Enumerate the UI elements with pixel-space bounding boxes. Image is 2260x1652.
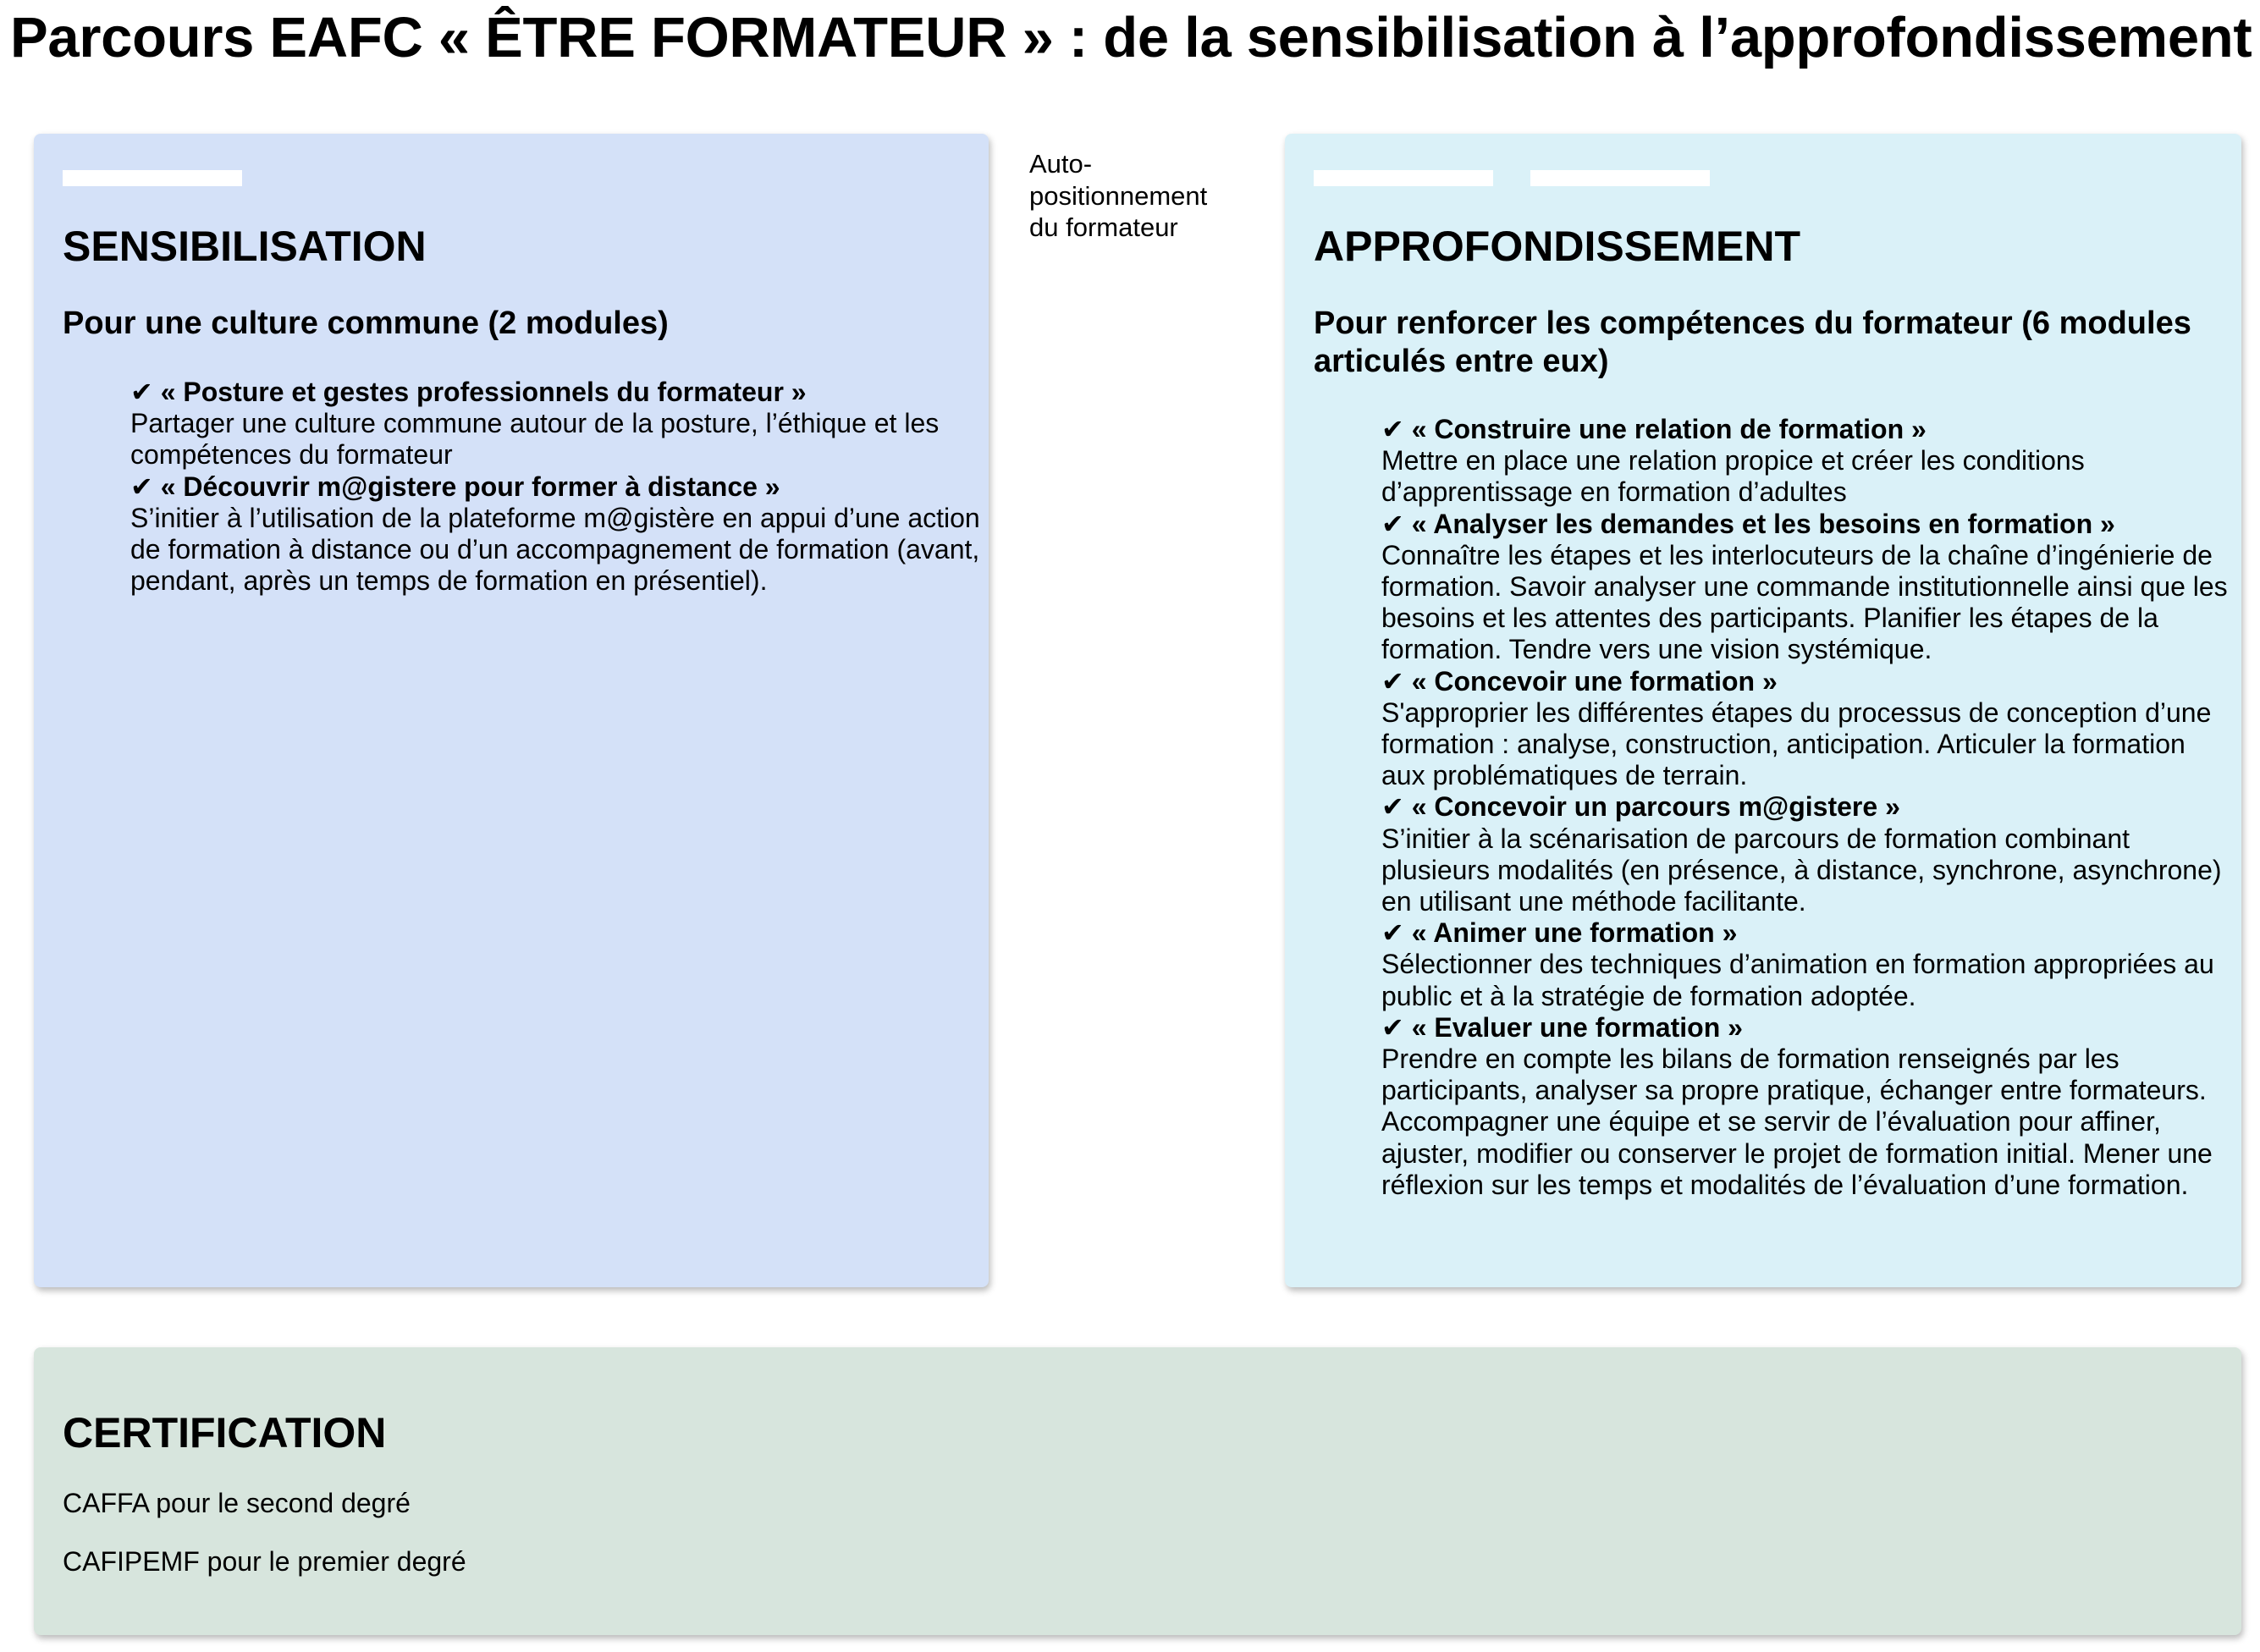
certification-card bbox=[34, 1347, 2241, 1635]
module-description: S'approprier les différentes étapes du processus de conception d’une formation : analyse, construction, anticipation. Articuler la formation aux problématiques de terrain. bbox=[1381, 697, 2212, 791]
module-description: Sélectionner des techniques d’animation en formation appropriées au public et à la stratégie de formation adoptée. bbox=[1381, 949, 2214, 1011]
side-note-text: Auto- positionnement du formateur bbox=[1029, 149, 1208, 242]
module-description: Connaître les étapes et les interlocuteurs de la chaîne d’ingénierie de formation. Savoir analyser une commande institutionnelle ainsi que les besoins et les attentes des participants. Planifier les étapes de la formation. Tendre vers une vision systémique. bbox=[1381, 539, 2228, 665]
sensibilisation-card bbox=[34, 134, 989, 1287]
module-item bbox=[1381, 1012, 2228, 1201]
sensibilisation-subheading: Pour une culture commune (2 modules) bbox=[63, 306, 669, 341]
approfondissement-heading: APPROFONDISSEMENT bbox=[1314, 223, 1801, 270]
approfondissement-module-list bbox=[1381, 414, 2228, 1201]
module-title: ✔ « Construire une relation de formation » bbox=[1381, 414, 1927, 444]
approfondissement-subheading: Pour renforcer les compétences du formateur (6 modules articulés entre eux) bbox=[1314, 306, 2191, 379]
module-description: Mettre en place une relation propice et créer les conditions d’apprentissage en formation d’adultes bbox=[1381, 445, 2085, 508]
module-item bbox=[1381, 509, 2228, 666]
module-title: ✔ « Concevoir un parcours m@gistere » bbox=[1381, 791, 1900, 823]
module-title: ✔ « Analyser les demandes et les besoins en formation » bbox=[1381, 508, 2115, 539]
module-item bbox=[130, 471, 985, 597]
module-title: ✔ « Découvrir m@gistere pour former à distance » bbox=[130, 471, 780, 502]
module-title: ✔ « Evaluer une formation » bbox=[1381, 1011, 1743, 1043]
module-item bbox=[1381, 666, 2228, 792]
module-description: S’initier à l’utilisation de la plateforme m@gistère en appui d’une action de formation à distance ou d’un accompagnement de formation (avant, pendant, après un temps de formation en présentiel). bbox=[130, 502, 980, 597]
module-title: ✔ « Concevoir une formation » bbox=[1381, 665, 1778, 697]
tag-placeholder bbox=[1314, 170, 1493, 186]
module-item bbox=[1381, 414, 2228, 509]
sensibilisation-heading: SENSIBILISATION bbox=[63, 223, 427, 270]
module-item bbox=[130, 377, 985, 471]
module-description: Partager une culture commune autour de la posture, l’éthique et les compétences du formateur bbox=[130, 408, 940, 471]
tag-placeholder bbox=[1530, 170, 1710, 186]
module-item bbox=[1381, 791, 2228, 917]
tag-placeholder bbox=[63, 170, 242, 186]
side-note bbox=[1029, 148, 1232, 244]
approfondissement-card bbox=[1285, 134, 2241, 1287]
sensibilisation-module-list bbox=[130, 377, 985, 597]
certification-line: CAFIPEMF pour le premier degré bbox=[63, 1546, 466, 1577]
module-item bbox=[1381, 917, 2228, 1012]
module-description: S’initier à la scénarisation de parcours de formation combinant plusieurs modalités (en présence, à distance, synchrone, asynchrone) en utilisant une méthode facilitante. bbox=[1381, 823, 2222, 917]
certification-line: CAFFA pour le second degré bbox=[63, 1488, 411, 1518]
certification-heading: CERTIFICATION bbox=[63, 1409, 387, 1457]
module-title: ✔ « Animer une formation » bbox=[1381, 917, 1738, 949]
module-title: ✔ « Posture et gestes professionnels du formateur » bbox=[130, 377, 807, 407]
page-title: Parcours EAFC « ÊTRE FORMATEUR » : de la sensibilisation à l’approfondissement bbox=[10, 6, 2252, 69]
module-description: Prendre en compte les bilans de formation renseignés par les participants, analyser sa propre pratique, échanger entre formateurs. Accompagner une équipe et se servir de l’évaluation pour affiner, ajuster, modifier ou conserver le projet de formation initial. Mener une réflexion sur les temps et modalités de l’évaluation d’une formation. bbox=[1381, 1044, 2213, 1200]
